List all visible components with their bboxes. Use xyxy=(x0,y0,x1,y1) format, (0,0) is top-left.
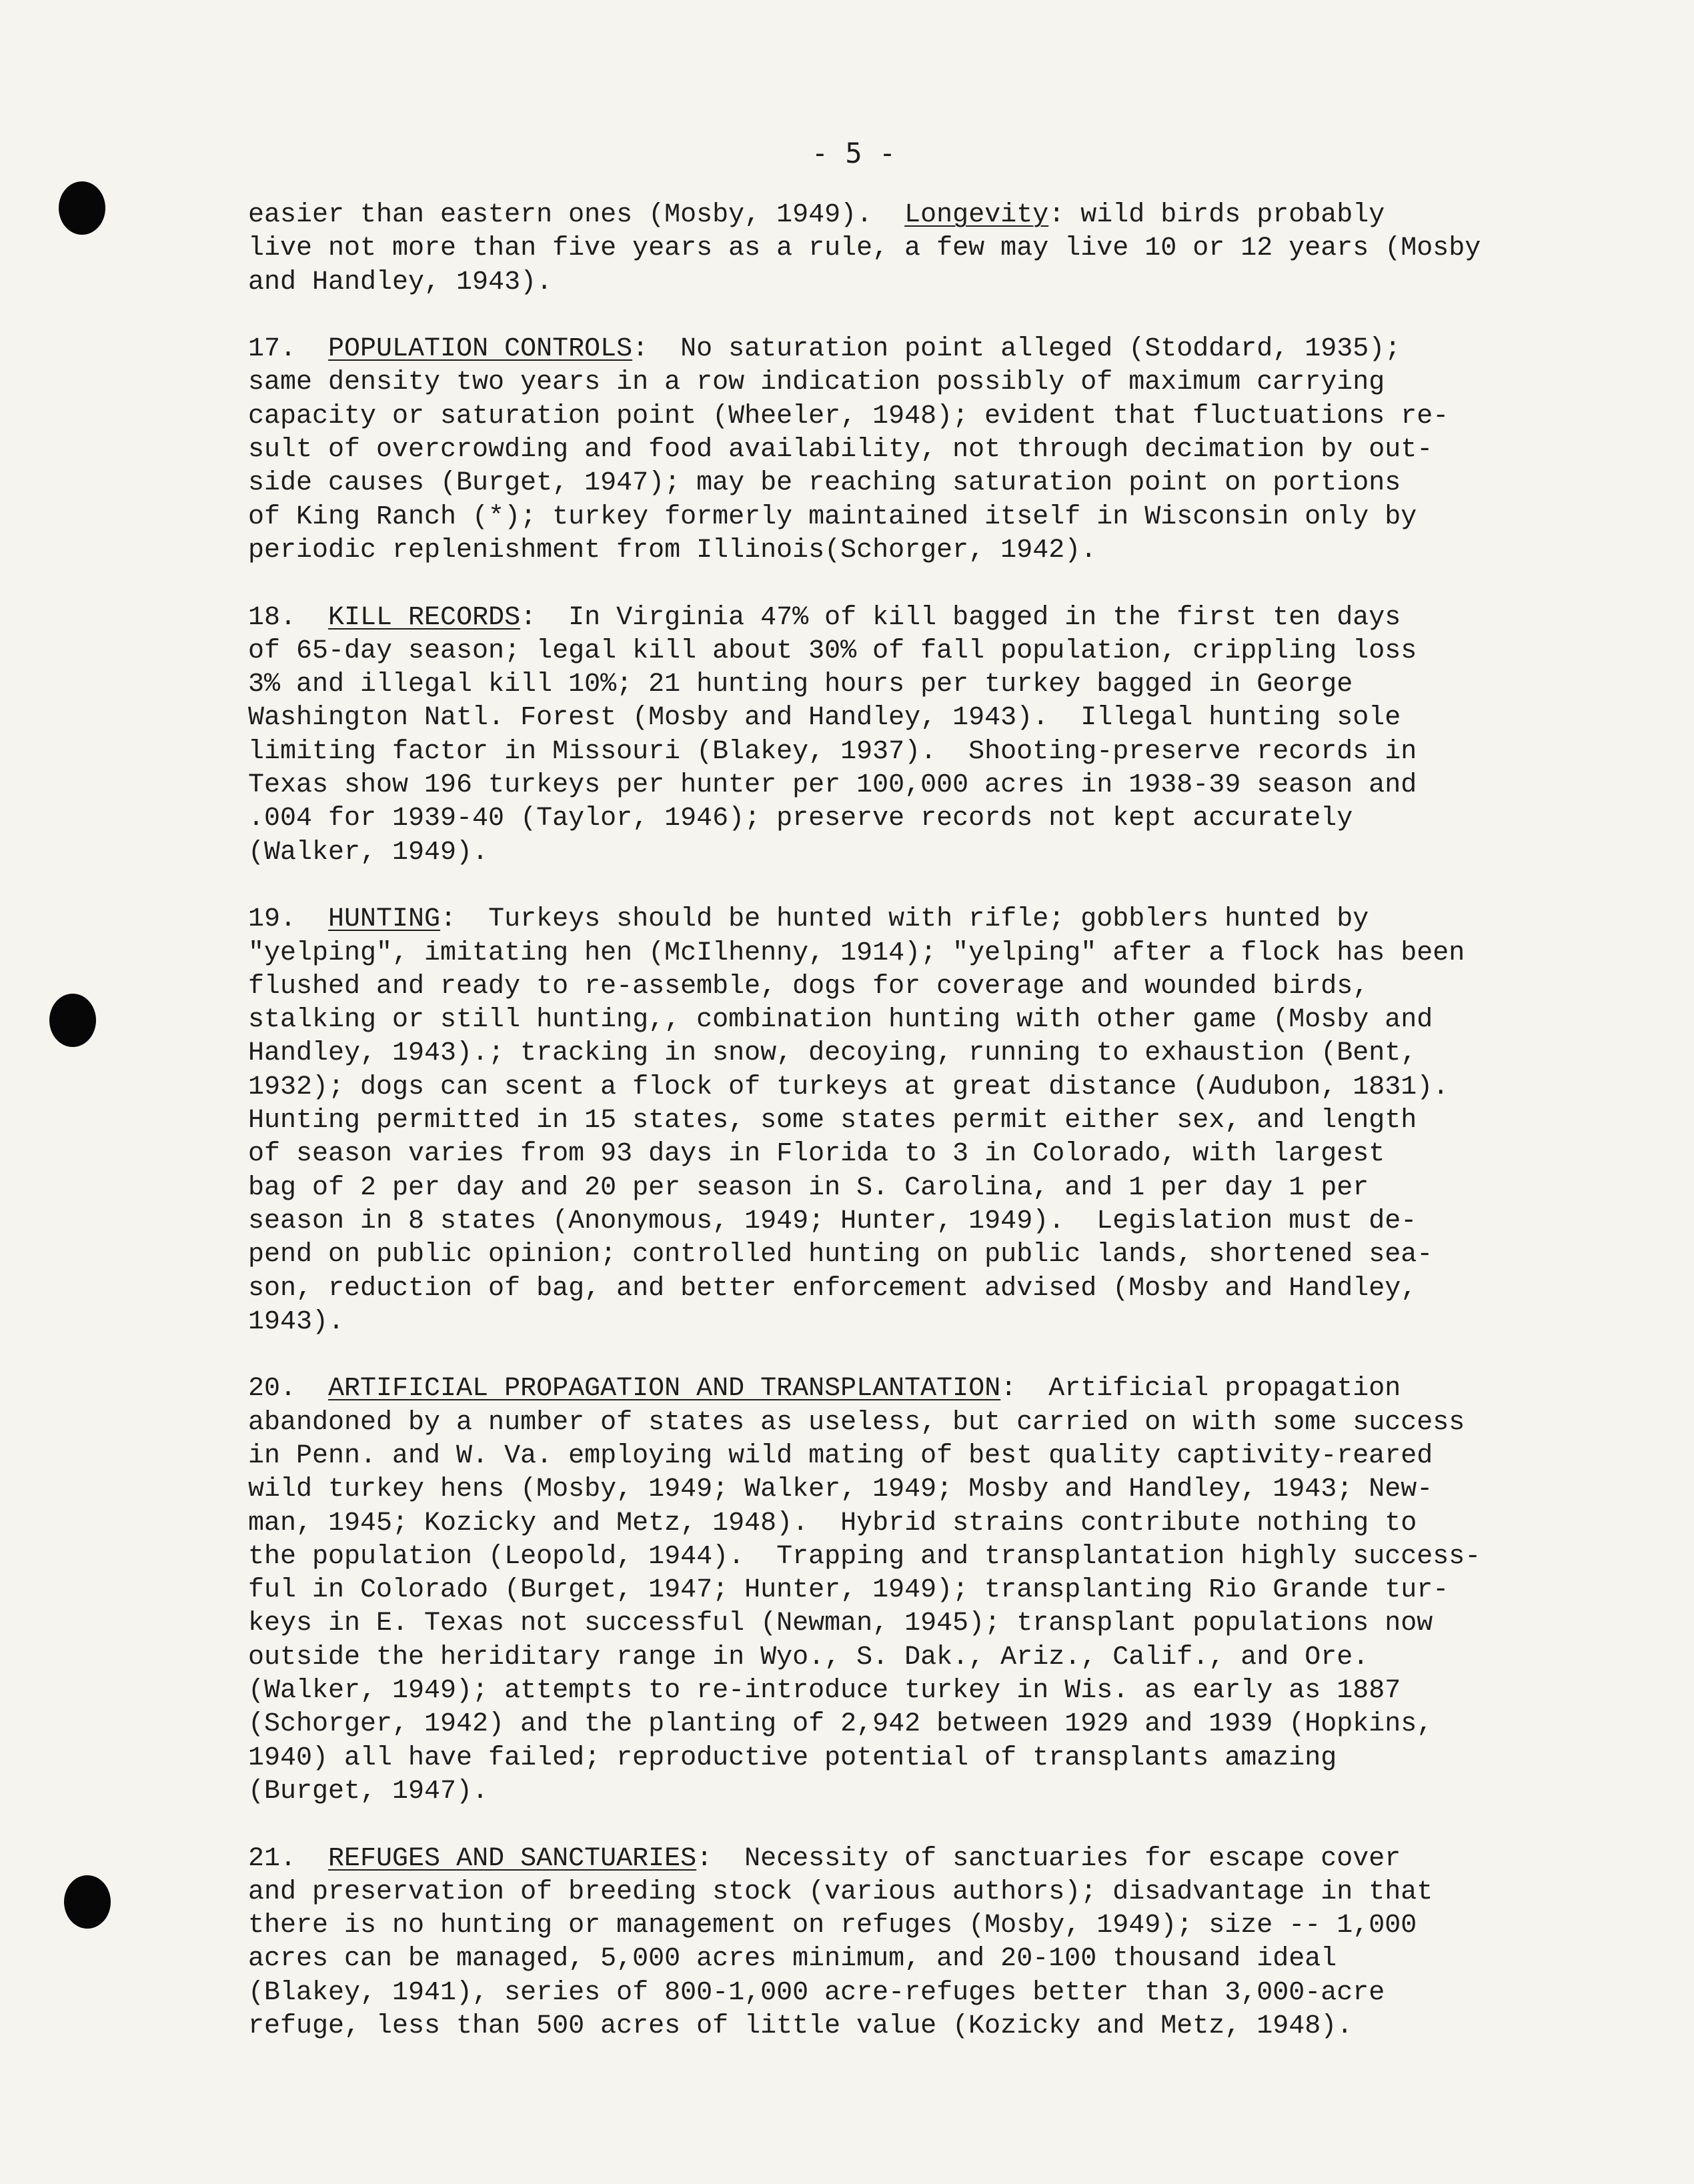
text-line: ful in Colorado (Burget, 1947; Hunter, 1949); transplanting Rio Grande tur- xyxy=(248,1575,1449,1606)
section-heading: Longevity xyxy=(904,200,1049,230)
text-line xyxy=(248,1372,1529,1406)
paragraph xyxy=(248,1372,1529,1809)
text-line: Washington Natl. Forest (Mosby and Handley, 1943). Illegal hunting sole xyxy=(248,703,1401,734)
text-line: same density two years in a row indication possibly of maximum carrying xyxy=(248,367,1385,398)
text-line: (Walker, 1949). xyxy=(248,837,489,868)
text-line: stalking or still hunting,, combination hunting with other game (Mosby and xyxy=(248,1005,1433,1036)
text-line: man, 1945; Kozicky and Metz, 1948). Hybrid strains contribute nothing to xyxy=(248,1508,1417,1538)
text-line: season in 8 states (Anonymous, 1949; Hunter, 1949). Legislation must de- xyxy=(248,1206,1417,1236)
text-line: and preservation of breeding stock (various authors); disadvantage in that xyxy=(248,1877,1433,1907)
punch-hole xyxy=(49,994,96,1047)
section-text: : No saturation point alleged (Stoddard, 1935); xyxy=(632,334,1401,365)
text-line: (Burget, 1947). xyxy=(248,1776,489,1807)
text-line: and Handley, 1943). xyxy=(248,267,553,297)
text-line: of season varies from 93 days in Florida to 3 in Colorado, with largest xyxy=(248,1139,1385,1170)
punch-hole xyxy=(64,1875,111,1929)
section-number: 20. xyxy=(248,1374,329,1404)
section-heading: REFUGES AND SANCTUARIES xyxy=(328,1843,697,1874)
text-line: 3% and illegal kill 10%; 21 hunting hours per turkey bagged in George xyxy=(248,670,1353,700)
text-line xyxy=(248,903,1529,936)
text-line: "yelping", imitating hen (McIlhenny, 1914); "yelping" after a flock has been xyxy=(248,938,1465,968)
section-heading: POPULATION CONTROLS xyxy=(328,334,633,365)
text-line: Handley, 1943).; tracking in snow, decoying, running to exhaustion (Bent, xyxy=(248,1038,1417,1069)
text-line: acres can be managed, 5,000 acres minimum, and 20-100 thousand ideal xyxy=(248,1944,1337,1975)
text-line: side causes (Burget, 1947); may be reaching saturation point on portions xyxy=(248,468,1401,499)
text-line: abandoned by a number of states as useless, but carried on with some success xyxy=(248,1407,1465,1438)
text-line: son, reduction of bag, and better enforcement advised (Mosby and Handley, xyxy=(248,1273,1417,1304)
text-line: outside the heriditary range in Wyo., S. Dak., Ariz., Calif., and Ore. xyxy=(248,1642,1369,1673)
text-line xyxy=(248,1843,1529,1876)
paragraph xyxy=(248,199,1529,299)
text-line: limiting factor in Missouri (Blakey, 1937). Shooting-preserve records in xyxy=(248,736,1417,767)
section-text: : wild birds probably xyxy=(1048,200,1385,230)
text-line xyxy=(248,199,1529,232)
text-line: Texas show 196 turkeys per hunter per 100,000 acres in 1938-39 season and xyxy=(248,770,1417,801)
paragraph xyxy=(248,1843,1529,2044)
section-text: : Turkeys should be hunted with rifle; gobblers hunted by xyxy=(440,904,1369,935)
text-line: 1943). xyxy=(248,1306,345,1337)
section-text: : Necessity of sanctuaries for escape cover xyxy=(696,1843,1401,1874)
text-line: (Blakey, 1941), series of 800-1,000 acre-refuges better than 3,000-acre xyxy=(248,1977,1385,2008)
text-line: 1932); dogs can scent a flock of turkeys at great distance (Audubon, 1831). xyxy=(248,1072,1449,1102)
text-line: of King Ranch (*); turkey formerly maintained itself in Wisconsin only by xyxy=(248,501,1417,532)
text-line: sult of overcrowding and food availability, not through decimation by out- xyxy=(248,435,1433,465)
text-line: periodic replenishment from Illinois(Schorger, 1942). xyxy=(248,535,1097,566)
text-line xyxy=(248,333,1529,366)
section-text: : In Virginia 47% of kill bagged in the first ten days xyxy=(520,602,1401,633)
section-text: : Artificial propagation xyxy=(1000,1374,1401,1404)
text-line: (Walker, 1949); attempts to re-introduce turkey in Wis. as early as 1887 xyxy=(248,1676,1401,1707)
section-heading: ARTIFICIAL PROPAGATION AND TRANSPLANTATION xyxy=(328,1374,1001,1404)
section-number: easier than eastern ones (Mosby, 1949). xyxy=(248,200,905,230)
paragraph xyxy=(248,333,1529,568)
section-heading: KILL RECORDS xyxy=(328,602,521,633)
text-line: live not more than five years as a rule, a few may live 10 or 12 years (Mosby xyxy=(248,233,1481,264)
document-body xyxy=(248,199,1529,2043)
text-line: keys in E. Texas not successful (Newman, 1945); transplant populations now xyxy=(248,1608,1433,1639)
text-line: pend on public opinion; controlled hunting on public lands, shortened sea- xyxy=(248,1240,1433,1270)
text-line: in Penn. and W. Va. employing wild mating of best quality captivity-reared xyxy=(248,1440,1433,1471)
text-line: Hunting permitted in 15 states, some states permit either sex, and length xyxy=(248,1106,1417,1136)
text-line: .004 for 1939-40 (Taylor, 1946); preserve records not kept accurately xyxy=(248,804,1353,834)
text-line: of 65-day season; legal kill about 30% of fall population, crippling loss xyxy=(248,636,1417,666)
text-line: bag of 2 per day and 20 per season in S. Carolina, and 1 per day 1 per xyxy=(248,1172,1369,1203)
paragraph xyxy=(248,602,1529,870)
section-number: 18. xyxy=(248,602,329,633)
text-line: 1940) all have failed; reproductive potential of transplants amazing xyxy=(248,1743,1337,1773)
text-line: wild turkey hens (Mosby, 1949; Walker, 1949; Mosby and Handley, 1943; New- xyxy=(248,1474,1433,1505)
text-line: (Schorger, 1942) and the planting of 2,942 between 1929 and 1939 (Hopkins, xyxy=(248,1709,1433,1740)
section-number: 17. xyxy=(248,334,329,365)
punch-hole xyxy=(59,181,105,235)
section-number: 19. xyxy=(248,904,329,935)
text-line: the population (Leopold, 1944). Trapping and transplantation highly success- xyxy=(248,1541,1481,1572)
text-line: there is no hunting or management on refuges (Mosby, 1949); size -- 1,000 xyxy=(248,1911,1417,1941)
paragraph xyxy=(248,903,1529,1339)
page-number: - 5 - xyxy=(811,137,896,169)
text-line: refuge, less than 500 acres of little value (Kozicky and Metz, 1948). xyxy=(248,2011,1353,2042)
text-line: flushed and ready to re-assemble, dogs for coverage and wounded birds, xyxy=(248,971,1369,1002)
text-line xyxy=(248,602,1529,635)
section-heading: HUNTING xyxy=(328,904,441,935)
text-line: capacity or saturation point (Wheeler, 1948); evident that fluctuations re- xyxy=(248,401,1449,431)
section-number: 21. xyxy=(248,1843,329,1874)
